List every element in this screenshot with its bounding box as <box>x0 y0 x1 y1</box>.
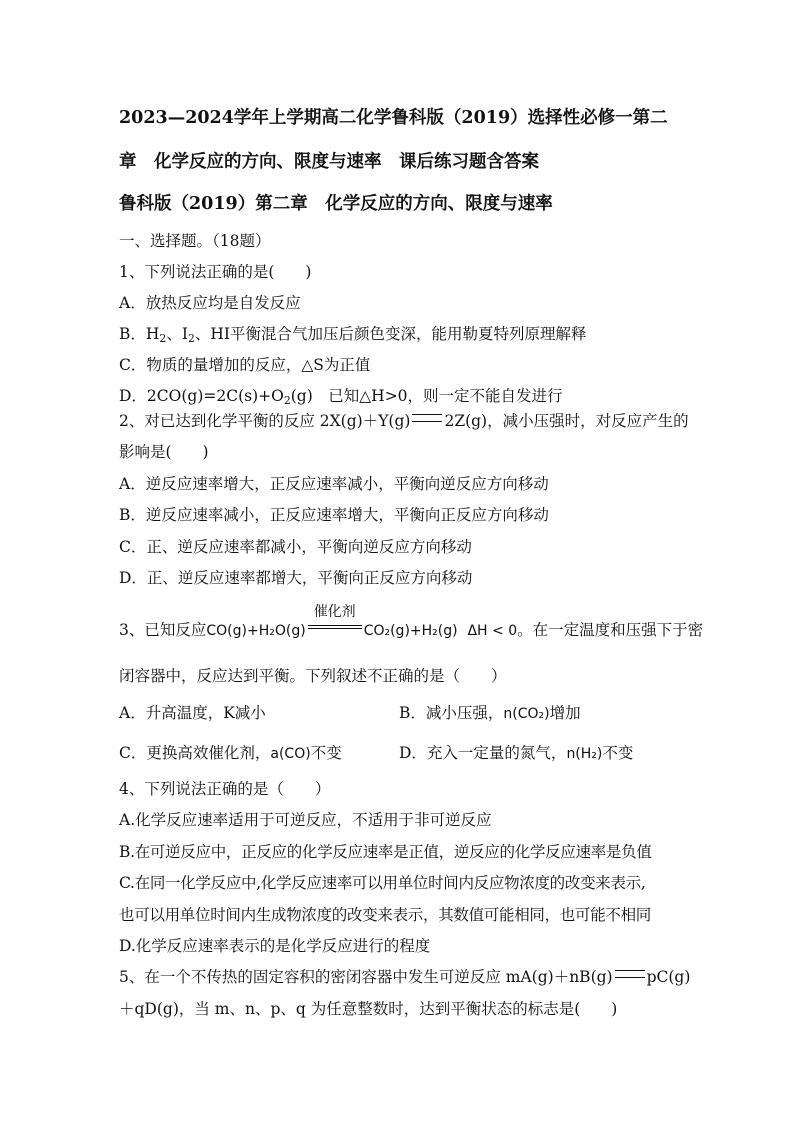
q3-catalyst-label: 催化剂 <box>313 604 356 620</box>
section-label: 一、选择题。（18题） <box>119 232 271 250</box>
q4-option-a: A.化学反应速率适用于可逆反应，不适用于非可逆反应 <box>119 811 492 829</box>
arrow-line-top <box>308 625 362 626</box>
q5-stem-cont: ＋qD(g)，当 m、n、p、q 为任意整数时，达到平衡状态的标志是( ) <box>119 1000 618 1018</box>
q5-stem-pre: 5、在一个不传热的固定容积的密闭容器中发生可逆反应 mA(g)＋nB(g) <box>119 968 613 986</box>
q2-option-b: B．逆反应速率减小，正反应速率增大，平衡向正反应方向移动 <box>119 506 549 524</box>
q4-option-c-line2: 也可以用单位时间内生成物浓度的改变来表示，其数值可能相同，也可能不相同 <box>119 906 652 924</box>
q5-stem <box>119 965 690 987</box>
q3-d-post: 不变 <box>602 744 634 762</box>
equilibrium-arrow-icon <box>412 414 442 422</box>
q3-b-post: 增加 <box>549 704 581 722</box>
q3-stem-pre: 3、已知反应 <box>119 621 207 639</box>
q2-option-d: D．正、逆反应速率都增大，平衡向正反应方向移动 <box>119 569 473 587</box>
q3-reactants: CO(g)+H₂O(g) <box>206 623 306 639</box>
q3-c-post: 不变 <box>310 744 342 762</box>
q3-option-c <box>119 741 342 763</box>
q3-delta-h: ΔH < 0 <box>467 623 518 639</box>
q1-option-d <box>119 384 563 407</box>
title-line-2: 章 化学反应的方向、限度与速率 课后练习题含答案 <box>119 152 539 172</box>
q1-b-pre: B．H <box>119 325 160 343</box>
q1-option-c: C．物质的量增加的反应，△S为正值 <box>119 356 371 374</box>
q1-stem: 1、下列说法正确的是( ) <box>119 263 312 281</box>
q3-option-b <box>399 701 581 723</box>
q2-stem <box>119 409 689 431</box>
q3-b-formula: n(CO₂) <box>503 706 550 722</box>
title-line-3: 鲁科版（2019）第二章 化学反应的方向、限度与速率 <box>119 194 553 214</box>
q3-stem-cont: 闭容器中，反应达到平衡。下列叙述不正确的是（ ） <box>119 667 507 685</box>
q1-option-b <box>119 322 587 345</box>
q2-option-c: C．正、逆反应速率都减小，平衡向逆反应方向移动 <box>119 538 472 556</box>
q3-stem <box>119 604 704 640</box>
q3-b-pre: B．减小压强， <box>399 704 504 722</box>
q4-stem: 4、下列说法正确的是（ ） <box>119 780 331 798</box>
q1-b-mid: 、I <box>166 325 188 343</box>
q3-option-a: A．升高温度，K减小 <box>119 704 266 722</box>
q3-c-pre: C．更换高效催化剂， <box>119 744 271 762</box>
q2-stem-pre: 2、对已达到化学平衡的反应 2X(g)＋Y(g) <box>119 412 411 430</box>
q3-products: CO₂(g)+H₂(g) <box>363 623 458 639</box>
q4-option-d: D.化学反应速率表示的是化学反应进行的程度 <box>119 937 431 955</box>
equilibrium-arrow-icon <box>615 970 645 978</box>
q1-b-sub2: 2 <box>187 332 195 345</box>
q3-stem-post: 。在一定温度和压强下于密 <box>517 621 704 639</box>
q3-c-formula: a(CO) <box>270 746 311 762</box>
q3-option-d <box>399 741 633 763</box>
q4-option-b: B.在可逆反应中，正反应的化学反应速率是正值，逆反应的化学反应速率是负值 <box>119 843 652 861</box>
q1-d-pre: D．2CO(g)=2C(s)+O <box>119 387 284 405</box>
q1-d-post: (g) 已知△H>0，则一定不能自发进行 <box>290 387 563 405</box>
q4-option-c-line1: C.在同一化学反应中,化学反应速率可以用单位时间内反应物浓度的改变来表示, <box>119 874 646 892</box>
q2-stem-cont: 影响是( ) <box>119 443 209 461</box>
catalyst-arrow <box>308 604 362 637</box>
q1-b-sub1: 2 <box>159 332 167 345</box>
title-line-1: 2023—2024学年上学期高二化学鲁科版（2019）选择性必修一第二 <box>119 108 668 128</box>
q1-b-post: 、HI平衡混合气加压后颜色变深，能用勒夏特列原理解释 <box>194 325 587 343</box>
q1-option-a: A．放热反应均是自发反应 <box>119 294 301 312</box>
arrow-line-bottom <box>308 628 362 629</box>
q3-d-formula: n(H₂) <box>566 746 603 762</box>
q5-stem-post: pC(g) <box>646 968 691 986</box>
q3-d-pre: D．充入一定量的氮气， <box>399 744 567 762</box>
q2-stem-post: 2Z(g)，减小压强时，对反应产生的 <box>444 412 689 430</box>
q2-option-a: A．逆反应速率增大，正反应速率减小，平衡向逆反应方向移动 <box>119 475 549 493</box>
q1-d-sub: 2 <box>283 394 291 407</box>
